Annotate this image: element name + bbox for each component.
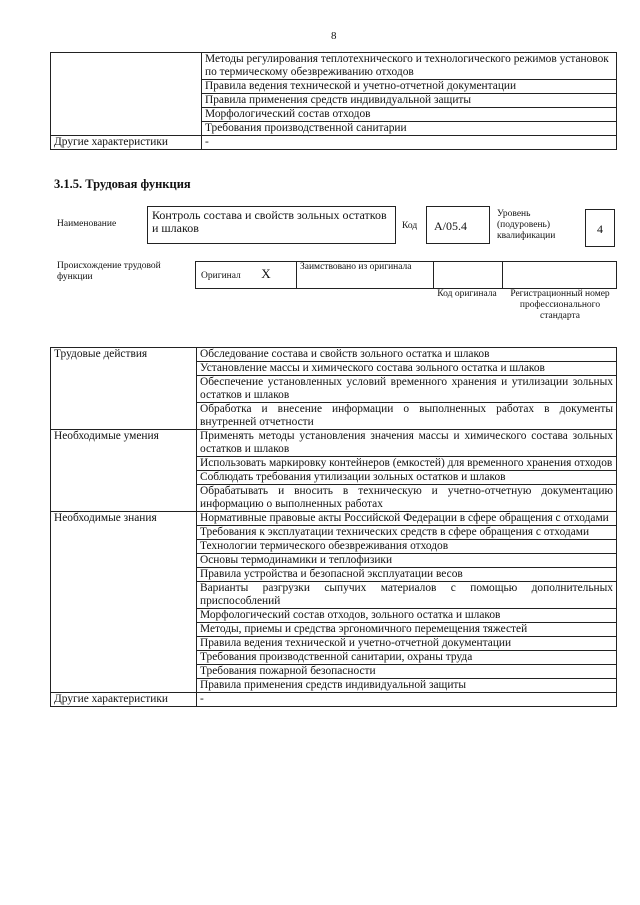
table-item: Правила устройства и безопасной эксплуатации весов (197, 568, 617, 582)
code-orig-label: Код оригинала (437, 289, 497, 299)
top-table (50, 52, 617, 150)
main-other-value: - (197, 693, 617, 707)
level-value: 4 (597, 222, 603, 236)
table-item: Правила применения средств индивидуальной защиты (197, 679, 617, 693)
table-item: Использовать маркировку контейнеров (емкостей) для временного хранения отходов (197, 457, 617, 471)
name-value: Контроль состава и свойств зольных остатков и шлаков (152, 208, 387, 235)
top-other-value: - (202, 136, 617, 150)
table-item: Требования пожарной безопасности (197, 665, 617, 679)
table-item: Требования к эксплуатации технических средств в сфере обращения с отходами (197, 526, 617, 540)
table-item: Методы, приемы и средства эргономичного перемещения тяжестей (197, 623, 617, 637)
level-value-box (585, 209, 615, 247)
original-mark: X (261, 266, 271, 281)
table-item: Правила ведения технической и учетно-отчетной документации (197, 637, 617, 651)
group-label: Трудовые действия (51, 348, 197, 430)
table-item: Обработка и внесение информации о выполненных работах в документы внутренней отчетности (197, 403, 617, 430)
origin-label: Происхождение трудовой функции (57, 261, 161, 282)
top-table-empty-cell (51, 53, 202, 136)
top-table-item: Правила применения средств индивидуальной защиты (202, 94, 617, 108)
top-table-item: Правила ведения технической и учетно-отчетной документации (202, 80, 617, 94)
group-label: Необходимые умения (51, 430, 197, 512)
top-other-label: Другие характеристики (51, 136, 202, 150)
origin-table (195, 261, 617, 289)
top-table-item: Требования производственной санитарии (202, 122, 617, 136)
table-item: Установление массы и химического состава зольного остатка и шлаков (197, 362, 617, 376)
table-item: Обеспечение установленных условий временного хранения и утилизации зольных остатков и шлаков (197, 376, 617, 403)
table-item: Применять методы установления значения массы и химического состава зольных остатков и шлаков (197, 430, 617, 457)
name-value-box (147, 206, 396, 244)
table-item: Обрабатывать и вносить в техническую и учетно-отчетную документацию информацию о выполненных работах (197, 485, 617, 512)
table-item: Морфологический состав отходов, зольного остатка и шлаков (197, 609, 617, 623)
reg-num-label: Регистрационный номер профессионального стандарта (510, 289, 610, 321)
group-label: Необходимые знания (51, 512, 197, 693)
borrowed-cell (297, 262, 434, 289)
section-title: 3.1.5. Трудовая функция (54, 177, 191, 191)
borrowed-label: Заимствовано из оригинала (300, 262, 412, 272)
code-value-box (426, 206, 490, 244)
table-item: Нормативные правовые акты Российской Федерации в сфере обращения с отходами (197, 512, 617, 526)
reg-num-cell (503, 262, 617, 289)
table-item: Обследование состава и свойств зольного остатка и шлаков (197, 348, 617, 362)
table-item: Требования производственной санитарии, охраны труда (197, 651, 617, 665)
table-item: Основы термодинамики и теплофизики (197, 554, 617, 568)
main-other-label: Другие характеристики (51, 693, 197, 707)
code-value: А/05.4 (434, 219, 467, 233)
top-table-item: Методы регулирования теплотехнического и технологического режимов установок по термическому обезвреживанию отходов (202, 53, 617, 80)
page-number: 8 (331, 30, 337, 42)
level-label: Уровень (подуровень) квалификации (497, 209, 556, 241)
table-item: Технологии термического обезвреживания отходов (197, 540, 617, 554)
name-label: Наименование (57, 219, 117, 229)
code-orig-cell (434, 262, 503, 289)
code-label: Код (402, 221, 418, 231)
table-item: Варианты разгрузки сыпучих материалов с помощью дополнительных приспособлений (197, 582, 617, 609)
table-item: Соблюдать требования утилизации зольных остатков и шлаков (197, 471, 617, 485)
top-table-item: Морфологический состав отходов (202, 108, 617, 122)
main-table (50, 347, 617, 707)
original-label: Оригинал (201, 271, 241, 281)
original-cell (196, 262, 297, 289)
